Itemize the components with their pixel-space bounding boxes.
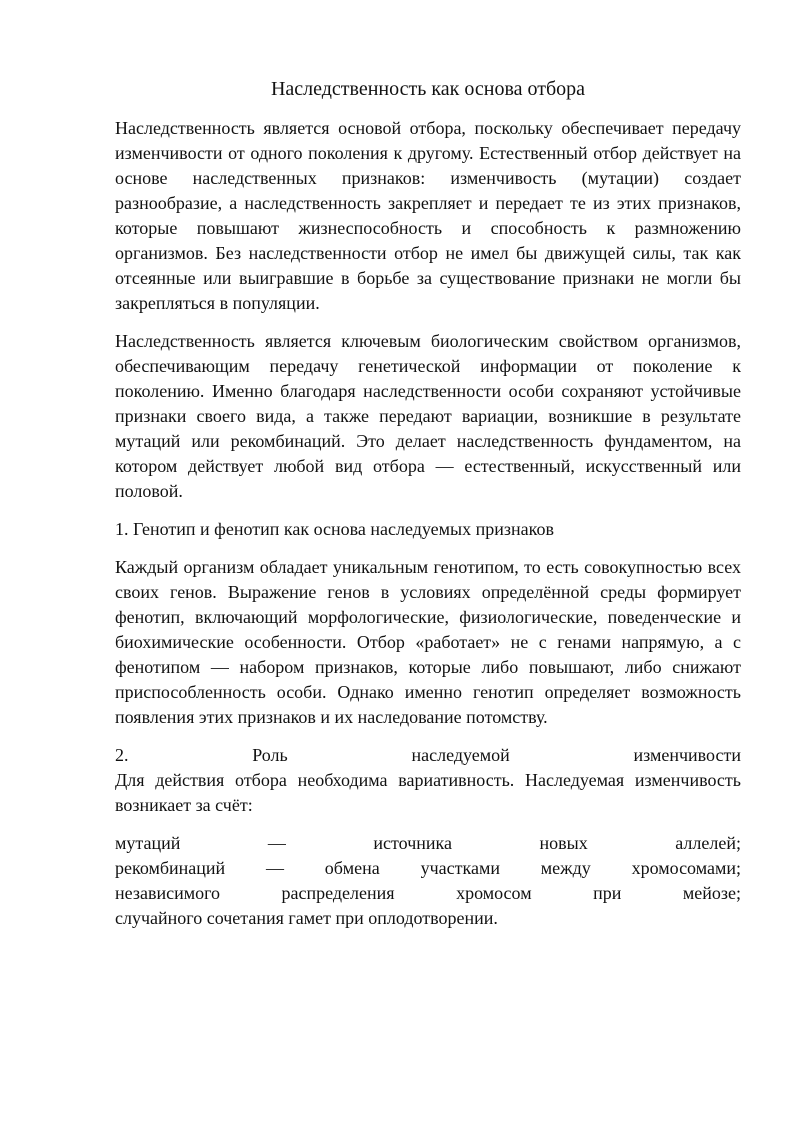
section-1-heading: 1. Генотип и фенотип как основа наследуемых признаков (115, 519, 554, 539)
document-title: Наследственность как основа отбора (270, 78, 586, 100)
list-item: мутаций — источника новых аллелей; (115, 833, 741, 853)
paragraph-2: Наследственность является ключевым биологическим свойством организмов, обеспечивающим передачу генетической информации от поколение к поколению. Именно благодаря наследственности особи сохраняют устойчивые признаки своего вида, а также передают вариации, возникшие в результате мутаций или рекомбинаций. Это делает наследственность фундаментом, на котором действует любой вид отбора — естественный, искусственный или половой. (115, 331, 741, 501)
section-2-heading: 2. Роль наследуемой изменчивости (115, 745, 741, 765)
variability-sources-list (115, 831, 741, 931)
list-item: рекомбинаций — обмена участками между хромосомами; (115, 858, 741, 878)
section-2-intro: Для действия отбора необходима вариативность. Наследуемая изменчивость возникает за счёт: (115, 770, 741, 815)
list-item: случайного сочетания гамет при оплодотворении. (115, 908, 498, 928)
list-item: независимого распределения хромосом при мейозе; (115, 883, 741, 903)
section-2 (115, 743, 741, 818)
paragraph-1: Наследственность является основой отбора, поскольку обеспечивает передачу изменчивости от одного поколения к другому. Естественный отбор действует на основе наследственных признаков: изменчивость (мутации) создает разнообразие, а наследственность закрепляет и передает те из этих признаков, которые повышают жизнеспособность и способность к размножению организмов. Без наследственности отбор не имел бы движущей силы, так как отсеянные или выигравшие в борьбе за существование признаки не могли бы закрепляться в популяции. (115, 118, 741, 313)
section-1-text: Каждый организм обладает уникальным генотипом, то есть совокупностью всех своих генов. Выражение генов в условиях определённой среды формирует фенотип, включающий морфологические, физиологические, поведенческие и биохимические особенности. Отбор «работает» не с генами напрямую, а с фенотипом — набором признаков, которые либо повышают, либо снижают приспособленность особи. Однако именно генотип определяет возможность появления этих признаков и их наследование потомству. (115, 557, 741, 727)
document-body (115, 74, 741, 944)
